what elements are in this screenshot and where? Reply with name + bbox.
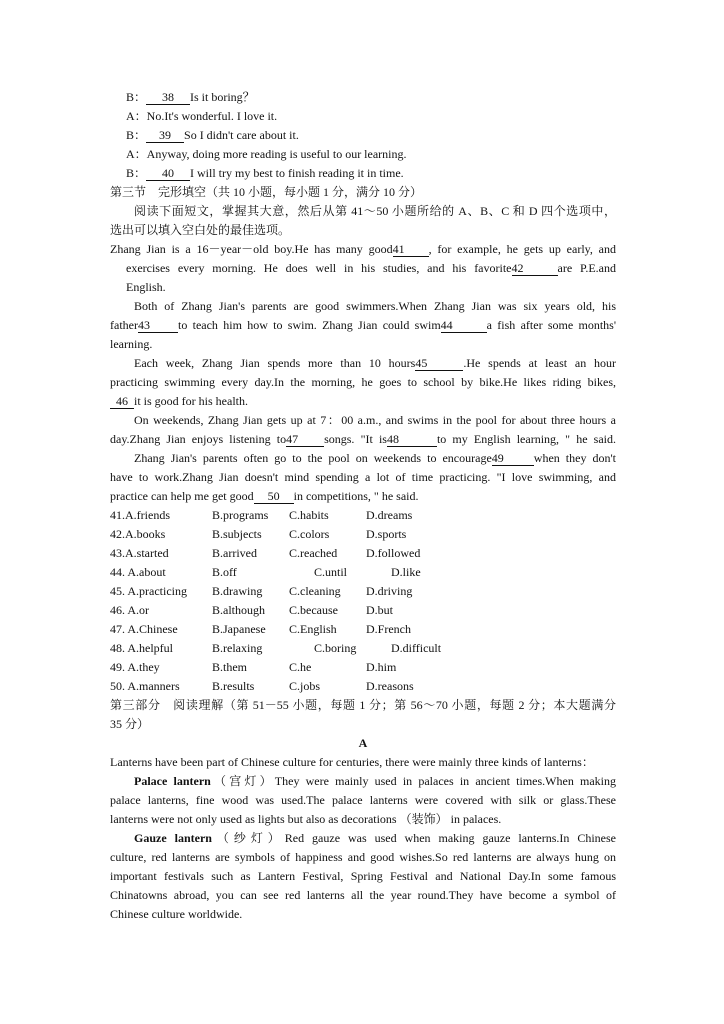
passage-line <box>110 829 616 848</box>
part-heading: 35 分） <box>110 717 150 731</box>
passage-line <box>110 810 616 829</box>
blank-38: 38 <box>146 90 190 105</box>
passage-line <box>110 354 616 373</box>
palace-lantern-title: Palace lantern <box>134 774 211 788</box>
option-a: 49. A.they <box>110 660 160 674</box>
passage-line <box>110 487 616 506</box>
chinese-gloss: （纱灯） <box>211 831 285 845</box>
option-row <box>110 525 616 544</box>
speaker: B： <box>126 90 147 104</box>
dialogue-text: Anyway, doing more reading is useful to our learning. <box>146 147 407 161</box>
option-row <box>110 582 616 601</box>
passage-text: Zhang Jian's parents often go to the pool on weekends to encourage <box>134 451 492 465</box>
passage-line <box>110 316 616 335</box>
passage-line <box>110 449 616 468</box>
passage-text: Red gauze was used when making gauze lanterns.In Chinese <box>284 831 616 845</box>
passage-text: to my English learning, " he said. <box>436 432 616 446</box>
option-d: D.followed <box>366 546 421 560</box>
option-row <box>110 639 616 658</box>
passage-text: father <box>110 318 138 332</box>
speaker: A： <box>126 109 147 123</box>
blank-42: 42 <box>512 261 558 276</box>
option-c: C.cleaning <box>289 584 341 598</box>
option-row <box>110 658 616 677</box>
dialogue-line <box>110 107 616 126</box>
passage-text: are P.E.and <box>557 261 617 275</box>
option-a: 47. A.Chinese <box>110 622 178 636</box>
blank-50: 50 <box>254 489 294 504</box>
blank-44: 44 <box>441 318 487 333</box>
passage-line <box>110 240 616 259</box>
option-c: C.habits <box>289 508 329 522</box>
option-row <box>110 601 616 620</box>
passage-letter: A <box>358 736 368 750</box>
option-a: 48. A.helpful <box>110 641 173 655</box>
dialogue-text: Is it boring？ <box>190 90 255 104</box>
dialogue-text: I will try my best to finish reading it in time. <box>190 166 404 180</box>
option-b: B.arrived <box>212 546 257 560</box>
option-b: B.results <box>212 679 255 693</box>
passage-text: lanterns were not only used as lights but also as decorations <box>110 812 397 826</box>
dialogue-line <box>110 164 616 183</box>
instruction-line: 选出可以填入空白处的最佳选项。 <box>110 223 291 237</box>
option-b: B.Japanese <box>212 622 266 636</box>
passage-line <box>110 392 616 411</box>
passage-intro: Lanterns have been part of Chinese culture for centuries, there were mainly three kinds of lanterns： <box>110 755 594 769</box>
option-b: B.although <box>212 603 265 617</box>
passage-text: , for example, he gets up early, and <box>428 242 617 256</box>
blank-41: 41 <box>393 242 429 257</box>
option-c: C.because <box>289 603 338 617</box>
passage-text: in competitions, " he said. <box>293 489 419 503</box>
option-a: 44. A.about <box>110 565 166 579</box>
option-d: D.like <box>391 565 421 579</box>
option-d: D.sports <box>366 527 407 541</box>
passage-line: Both of Zhang Jian's parents are good swimmers.When Zhang Jian was six years old, his <box>134 299 616 313</box>
dialogue-line <box>110 126 616 145</box>
passage-line: have to work.Zhang Jian doesn't mind spending a lot of time practicing. "I love swimming, and <box>110 470 616 484</box>
option-d: D.him <box>366 660 397 674</box>
option-c: C.boring <box>314 641 357 655</box>
option-a: 42.A.books <box>110 527 166 541</box>
gauze-lantern-title: Gauze lantern <box>134 831 212 845</box>
option-c: C.jobs <box>289 679 321 693</box>
blank-45: 45 <box>415 356 463 371</box>
speaker: B： <box>126 166 147 180</box>
passage-line: practicing swimming every day.In the morning, he goes to school by bike.He likes riding bikes, <box>110 375 616 389</box>
passage-text: to teach him how to swim. Zhang Jian could swim <box>177 318 441 332</box>
passage-text: practice can help me get good <box>110 489 254 503</box>
option-b: B.programs <box>212 508 269 522</box>
option-c: C.reached <box>289 546 338 560</box>
blank-43: 43 <box>138 318 178 333</box>
option-row <box>110 677 616 696</box>
dialogue-text: So I didn't care about it. <box>184 128 299 142</box>
passage-line <box>110 259 616 278</box>
passage-text: exercises every morning. He does well in his studies, and his favorite <box>126 261 512 275</box>
passage-line: Chinese culture worldwide. <box>110 907 243 921</box>
option-row <box>110 544 616 563</box>
option-d: D.dreams <box>366 508 413 522</box>
passage-line <box>110 772 616 791</box>
blank-49: 49 <box>492 451 534 466</box>
blank-46: 46 <box>110 394 134 409</box>
option-c: C.he <box>289 660 312 674</box>
dialogue-text: No.It's wonderful. I love it. <box>146 109 278 123</box>
document-page <box>110 88 616 924</box>
option-b: B.off <box>212 565 237 579</box>
dialogue-line <box>110 88 616 107</box>
passage-text: Each week, Zhang Jian spends more than 10 hours <box>134 356 416 370</box>
blank-48: 48 <box>387 432 437 447</box>
option-a: 43.A.started <box>110 546 169 560</box>
option-d: D.driving <box>366 584 413 598</box>
option-a: 50. A.manners <box>110 679 180 693</box>
chinese-gloss: （装饰） <box>399 812 448 826</box>
part-heading: 第三部分 阅读理解（第 51－55 小题，每题 1 分；第 56～70 小题，每题 2 分；本大题满分 <box>110 698 616 712</box>
passage-line: On weekends, Zhang Jian gets up at 7：00 a.m., and swims in the pool for about three hours a <box>134 413 616 427</box>
passage-text: Zhang Jian is a 16－year－old boy.He has many good <box>110 242 393 256</box>
option-b: B.subjects <box>212 527 262 541</box>
passage-line: learning. <box>110 337 153 351</box>
instruction-line: 阅读下面短文，掌握其大意，然后从第 41～50 小题所给的 A、B、C 和 D 四个选项中， <box>134 204 616 218</box>
passage-line <box>110 430 616 449</box>
passage-line: important festivals such as Lantern Festival, Spring Festival and National Day.In some famous <box>110 869 616 883</box>
passage-line: English. <box>126 280 166 294</box>
passage-line: Chinatowns abroad, you can see red lanterns all the year round.They have become a symbol of <box>110 888 616 902</box>
option-a: 46. A.or <box>110 603 149 617</box>
passage-text: They were mainly used in palaces in ancient times.When making <box>274 774 617 788</box>
option-row <box>110 563 616 582</box>
option-c: C.colors <box>289 527 330 541</box>
passage-line: culture, red lanterns are symbols of happiness and good wishes.So red lanterns are always hung on <box>110 850 616 864</box>
passage-text: a fish after some months' <box>486 318 617 332</box>
option-d: D.reasons <box>366 679 414 693</box>
option-b: B.them <box>212 660 247 674</box>
blank-40: 40 <box>146 166 190 181</box>
passage-text: .He spends at least an hour <box>463 356 616 370</box>
option-c: C.until <box>314 565 348 579</box>
speaker: B： <box>126 128 147 142</box>
speaker: A： <box>126 147 147 161</box>
passage-text: it is good for his health. <box>134 394 248 408</box>
option-b: B.drawing <box>212 584 263 598</box>
blank-39: 39 <box>146 128 184 143</box>
passage-text: songs. "It is <box>324 432 387 446</box>
option-d: D.French <box>366 622 411 636</box>
passage-line: palace lanterns, fine wood was used.The palace lanterns were covered with silk or glass.These <box>110 793 616 807</box>
passage-text: when they don't <box>533 451 616 465</box>
chinese-gloss: （宫灯） <box>210 774 275 788</box>
option-a: 41.A.friends <box>110 508 170 522</box>
option-a: 45. A.practicing <box>110 584 187 598</box>
section-heading: 第三节 完形填空（共 10 小题，每小题 1 分，满分 10 分） <box>110 185 423 199</box>
passage-text: in palaces. <box>450 812 502 826</box>
option-c: C.English <box>289 622 337 636</box>
blank-47: 47 <box>286 432 324 447</box>
passage-text: day.Zhang Jian enjoys listening to <box>110 432 287 446</box>
option-b: B.relaxing <box>212 641 263 655</box>
dialogue-line <box>110 145 616 164</box>
option-row <box>110 620 616 639</box>
option-d: D.difficult <box>391 641 442 655</box>
option-d: D.but <box>366 603 393 617</box>
option-row <box>110 506 616 525</box>
